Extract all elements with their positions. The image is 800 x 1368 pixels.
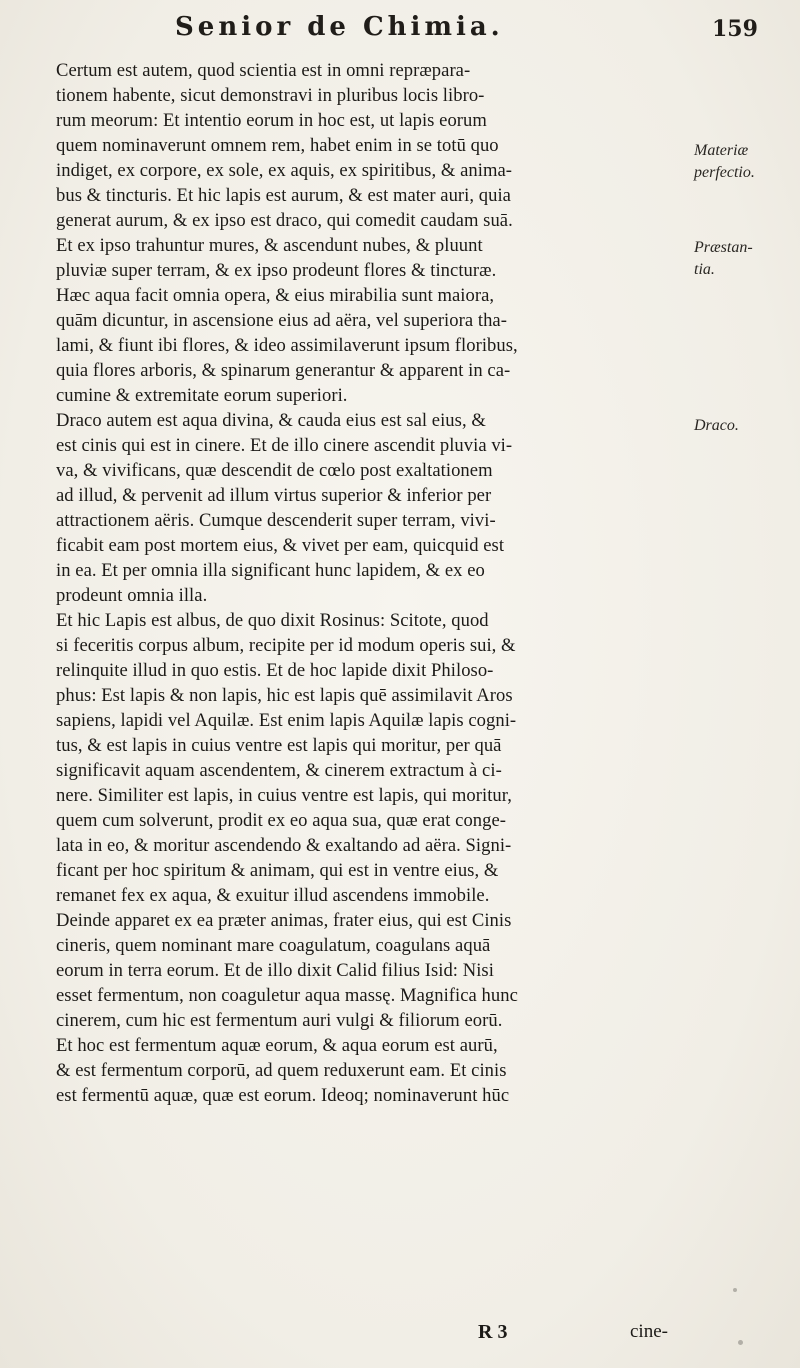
text-line: est fermentū aquæ, quæ est eorum. Ideoq; nominaverunt hūc — [56, 1085, 510, 1106]
text-line: Et hoc est fermentum aquæ eorum, & aqua eorum est aurū, — [56, 1035, 498, 1056]
text-line: quia flores arboris, & spinarum generantur & apparent in ca- — [56, 360, 511, 381]
text-line: ad illud, & pervenit ad illum virtus superior & inferior per — [56, 485, 492, 506]
text-line: cineris, quem nominant mare coagulatum, coagulans aquā — [56, 935, 491, 956]
text-line: quām dicuntur, in ascensione eius ad aëra, vel superiora tha- — [56, 310, 507, 331]
text-line: eorum in terra eorum. Et de illo dixit Calid filius Isid: Nisi — [56, 960, 494, 981]
text-line: Et hic Lapis est albus, de quo dixit Rosinus: Scitote, quod — [56, 610, 489, 631]
text-line: in ea. Et per omnia illa significant hunc lapidem, & ex eo — [56, 560, 485, 581]
text-line: generat aurum, & ex ipso est draco, qui comedit caudam suā. — [56, 210, 513, 231]
text-line: rum meorum: Et intentio eorum in hoc est, ut lapis eorum — [56, 110, 487, 131]
text-line: Certum est autem, quod scientia est in omni repræpara- — [56, 60, 471, 81]
text-line: Et ex ipso trahuntur mures, & ascendunt nubes, & pluunt — [56, 235, 483, 256]
text-line: lami, & fiunt ibi flores, & ideo assimilaverunt ipsum floribus, — [56, 335, 518, 356]
text-line: tus, & est lapis in cuius ventre est lapis qui moritur, per quā — [56, 735, 502, 756]
text-line: bus & tincturis. Et hic lapis est aurum, & est mater auri, quia — [56, 185, 511, 206]
text-line: lata in eo, & moritur ascendendo & exaltando ad aëra. Signi- — [56, 835, 512, 856]
text-line: pluviæ super terram, & ex ipso prodeunt flores & tincturæ. — [56, 260, 497, 281]
text-line: significavit aquam ascendentem, & cinerem extractum à ci- — [56, 760, 502, 781]
ink-speck — [738, 1340, 743, 1345]
text-line: prodeunt omnia illa. — [56, 585, 208, 606]
text-line: esset fermentum, non coaguletur aqua massę. Magnifica hunc — [56, 985, 518, 1006]
text-line: Deinde apparet ex ea præter animas, frater eius, qui est Cinis — [56, 910, 512, 931]
text-line: indiget, ex corpore, ex sole, ex aquis, ex spiritibus, & anima- — [56, 160, 512, 181]
text-line: est cinis qui est in cinere. Et de illo cinere ascendit pluvia vi- — [56, 435, 513, 456]
marginal-note: Materiæ — [694, 142, 749, 159]
marginal-note: perfectio. — [694, 164, 755, 181]
main-text-block — [56, 58, 688, 1108]
catchword: cine- — [630, 1321, 668, 1342]
text-line: cumine & extremitate eorum superiori. — [56, 385, 348, 406]
marginal-note: tia. — [694, 261, 715, 278]
text-line: tionem habente, sicut demonstravi in pluribus locis libro- — [56, 85, 485, 106]
text-line: si feceritis corpus album, recipite per id modum operis sui, & — [56, 635, 516, 656]
text-line: & est fermentum corporū, ad quem reduxerunt eam. Et cinis — [56, 1060, 507, 1081]
text-line: sapiens, lapidi vel Aquilæ. Est enim lapis Aquilæ lapis cogni- — [56, 710, 517, 731]
marginal-note: Præstan- — [694, 239, 753, 256]
marginal-note: Draco. — [694, 417, 739, 434]
text-line: attractionem aëris. Cumque descenderit super terram, vivi- — [56, 510, 496, 531]
text-line: quem cum solverunt, prodit ex eo aqua sua, quæ erat conge- — [56, 810, 507, 831]
text-line: ficabit eam post mortem eius, & vivet per eam, quicquid est — [56, 535, 505, 556]
text-line: relinquite illud in quo estis. Et de hoc lapide dixit Philoso- — [56, 660, 494, 681]
ink-speck — [733, 1288, 737, 1292]
text-line: ficant per hoc spiritum & animam, qui est in ventre eius, & — [56, 860, 499, 881]
text-line: cinerem, cum hic est fermentum auri vulgi & filiorum eorū. — [56, 1010, 503, 1031]
text-line: Draco autem est aqua divina, & cauda eius est sal eius, & — [56, 410, 486, 431]
running-head: Senior de Chimia. — [175, 12, 504, 42]
text-line: va, & vivificans, quæ descendit de cœlo post exaltationem — [56, 460, 493, 481]
text-line: nere. Similiter est lapis, in cuius ventre est lapis, qui moritur, — [56, 785, 512, 806]
text-line: quem nominaverunt omnem rem, habet enim in se totū quo — [56, 135, 499, 156]
text-line: phus: Est lapis & non lapis, hic est lapis quē assimilavit Aros — [56, 685, 513, 706]
text-line: remanet fex ex aqua, & exuitur illud ascendens immobile. — [56, 885, 490, 906]
page-number: 159 — [712, 16, 758, 42]
text-line: Hæc aqua facit omnia opera, & eius mirabilia sunt maiora, — [56, 285, 495, 306]
signature-mark: R 3 — [478, 1321, 508, 1343]
